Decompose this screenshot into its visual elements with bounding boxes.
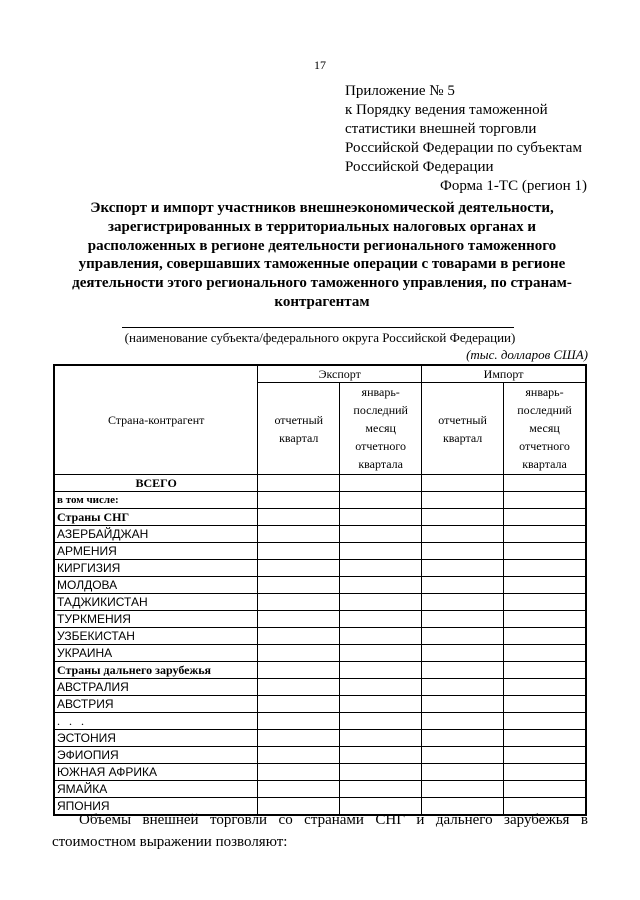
table-row (54, 696, 586, 713)
export-ytd-cell (340, 764, 422, 781)
export-ytd-cell (340, 730, 422, 747)
row-label: ЭСТОНИЯ (54, 730, 258, 747)
export-ytd-cell (340, 509, 422, 526)
export-ytd-cell (340, 645, 422, 662)
table-row (54, 679, 586, 696)
export-ytd-cell (340, 713, 422, 730)
export-quarter-cell (258, 577, 340, 594)
export-quarter-cell (258, 509, 340, 526)
title-line: расположенных в регионе деятельности регионального таможенного (87, 237, 557, 254)
title-line: деятельности этого регионального таможенного управления, по странам- (72, 275, 572, 292)
export-quarter-cell (258, 475, 340, 492)
export-ytd-cell (340, 492, 422, 509)
export-ytd-cell (340, 577, 422, 594)
row-label: АРМЕНИЯ (54, 543, 258, 560)
export-quarter-cell (258, 679, 340, 696)
export-quarter-cell (258, 526, 340, 543)
import-quarter-header: отчетный квартал (422, 383, 504, 475)
export-quarter-cell (258, 645, 340, 662)
table-row (54, 764, 586, 781)
import-quarter-cell (422, 628, 504, 645)
export-ytd-cell (340, 611, 422, 628)
import-ytd-cell (504, 526, 586, 543)
appendix-line: к Порядку ведения таможенной (345, 102, 548, 118)
export-ytd-cell (340, 696, 422, 713)
row-label: ЭФИОПИЯ (54, 747, 258, 764)
export-header: Экспорт (258, 365, 422, 383)
appendix-line: Российской Федерации (345, 159, 494, 175)
export-quarter-cell (258, 747, 340, 764)
appendix-line: статистики внешней торговли (345, 121, 537, 137)
import-quarter-cell (422, 696, 504, 713)
import-quarter-cell (422, 730, 504, 747)
import-quarter-cell (422, 475, 504, 492)
export-ytd-cell (340, 475, 422, 492)
row-label: АВСТРАЛИЯ (54, 679, 258, 696)
import-quarter-cell (422, 764, 504, 781)
export-quarter-cell (258, 781, 340, 798)
import-quarter-cell (422, 611, 504, 628)
row-label: ТАДЖИКИСТАН (54, 594, 258, 611)
table-row (54, 594, 586, 611)
import-ytd-cell (504, 679, 586, 696)
import-quarter-cell (422, 747, 504, 764)
row-label: в том числе: (54, 492, 258, 509)
form-label: Форма 1-ТС (регион 1) (440, 178, 587, 194)
import-quarter-cell (422, 577, 504, 594)
import-ytd-cell (504, 730, 586, 747)
title-line: зарегистрированных в территориальных налоговых органах и (108, 218, 536, 235)
import-header: Импорт (422, 365, 586, 383)
table-row (54, 645, 586, 662)
import-ytd-cell (504, 492, 586, 509)
table-row (54, 611, 586, 628)
import-ytd-cell (504, 764, 586, 781)
export-quarter-cell (258, 713, 340, 730)
import-quarter-cell (422, 781, 504, 798)
import-ytd-cell (504, 696, 586, 713)
row-label: Страны дальнего зарубежья (54, 662, 258, 679)
export-quarter-cell (258, 560, 340, 577)
row-label: КИРГИЗИЯ (54, 560, 258, 577)
appendix-reference (345, 82, 582, 177)
table-row (54, 543, 586, 560)
export-quarter-header: отчетный квартал (258, 383, 340, 475)
import-ytd-cell (504, 645, 586, 662)
import-ytd-cell (504, 509, 586, 526)
table-row (54, 747, 586, 764)
export-ytd-cell (340, 526, 422, 543)
row-label: АВСТРИЯ (54, 696, 258, 713)
import-ytd-cell (504, 594, 586, 611)
export-ytd-cell (340, 628, 422, 645)
table-row (54, 781, 586, 798)
import-ytd-cell (504, 747, 586, 764)
row-label: УКРАИНА (54, 645, 258, 662)
import-ytd-cell (504, 611, 586, 628)
table-row (54, 730, 586, 747)
import-quarter-cell (422, 526, 504, 543)
export-ytd-cell (340, 679, 422, 696)
row-label: Страны СНГ (54, 509, 258, 526)
import-ytd-cell (504, 475, 586, 492)
title-line: контрагентам (274, 293, 370, 310)
import-quarter-cell (422, 492, 504, 509)
export-quarter-cell (258, 628, 340, 645)
export-quarter-cell (258, 594, 340, 611)
import-ytd-cell (504, 781, 586, 798)
export-quarter-cell (258, 492, 340, 509)
export-quarter-cell (258, 611, 340, 628)
export-ytd-cell (340, 560, 422, 577)
table-row (54, 560, 586, 577)
import-quarter-cell (422, 594, 504, 611)
export-ytd-cell (340, 543, 422, 560)
import-ytd-cell (504, 543, 586, 560)
import-ytd-cell (504, 628, 586, 645)
subject-name-line (122, 327, 514, 328)
table-row (54, 628, 586, 645)
export-quarter-cell (258, 730, 340, 747)
import-ytd-cell (504, 577, 586, 594)
units-label: (тыс. долларов США) (466, 347, 588, 362)
title-line: Экспорт и импорт участников внешнеэкономической деятельности, (90, 200, 554, 216)
import-quarter-cell (422, 645, 504, 662)
subject-caption: (наименование субъекта/федерального округа Российской Федерации) (124, 330, 516, 345)
page-number: 17 (314, 58, 326, 72)
trade-table (53, 364, 587, 816)
row-label: УЗБЕКИСТАН (54, 628, 258, 645)
import-quarter-cell (422, 679, 504, 696)
table-row-ellipsis (54, 713, 586, 730)
country-column-header: Страна-контрагент (54, 365, 258, 475)
export-ytd-cell (340, 747, 422, 764)
row-label: МОЛДОВА (54, 577, 258, 594)
row-label: АЗЕРБАЙДЖАН (54, 526, 258, 543)
import-quarter-cell (422, 509, 504, 526)
document-title (52, 199, 592, 312)
export-quarter-cell (258, 696, 340, 713)
import-quarter-cell (422, 543, 504, 560)
appendix-line: Приложение № 5 (345, 83, 455, 99)
row-label: ВСЕГО (54, 475, 258, 492)
title-line: управления, совершавших таможенные операции с товарами в регионе (78, 256, 566, 273)
export-ytd-cell (340, 594, 422, 611)
export-ytd-cell (340, 662, 422, 679)
import-ytd-cell (504, 560, 586, 577)
export-quarter-cell (258, 543, 340, 560)
body-paragraph: Объемы внешней торговли со странами СНГ и дальнего зарубежья в стоимостном выражении позволяют: (52, 812, 588, 850)
import-ytd-cell (504, 713, 586, 730)
row-label: ТУРКМЕНИЯ (54, 611, 258, 628)
import-ytd-header: январь-последний месяц отчетного квартала (504, 383, 586, 475)
row-label: ЯМАЙКА (54, 781, 258, 798)
table-row (54, 526, 586, 543)
import-ytd-cell (504, 662, 586, 679)
import-quarter-cell (422, 713, 504, 730)
row-label: ЯПОНИЯ (54, 798, 258, 816)
row-label: . . . (54, 713, 258, 730)
table-row (54, 492, 586, 509)
table-row-group (54, 662, 586, 679)
appendix-line: Российской Федерации по субъектам (345, 140, 582, 156)
export-quarter-cell (258, 764, 340, 781)
table-row (54, 577, 586, 594)
table-row-total (54, 475, 586, 492)
row-label: ЮЖНАЯ АФРИКА (54, 764, 258, 781)
export-ytd-header: январь-последний месяц отчетного квартала (340, 383, 422, 475)
export-ytd-cell (340, 781, 422, 798)
import-quarter-cell (422, 662, 504, 679)
export-quarter-cell (258, 662, 340, 679)
import-quarter-cell (422, 560, 504, 577)
table-row-group (54, 509, 586, 526)
